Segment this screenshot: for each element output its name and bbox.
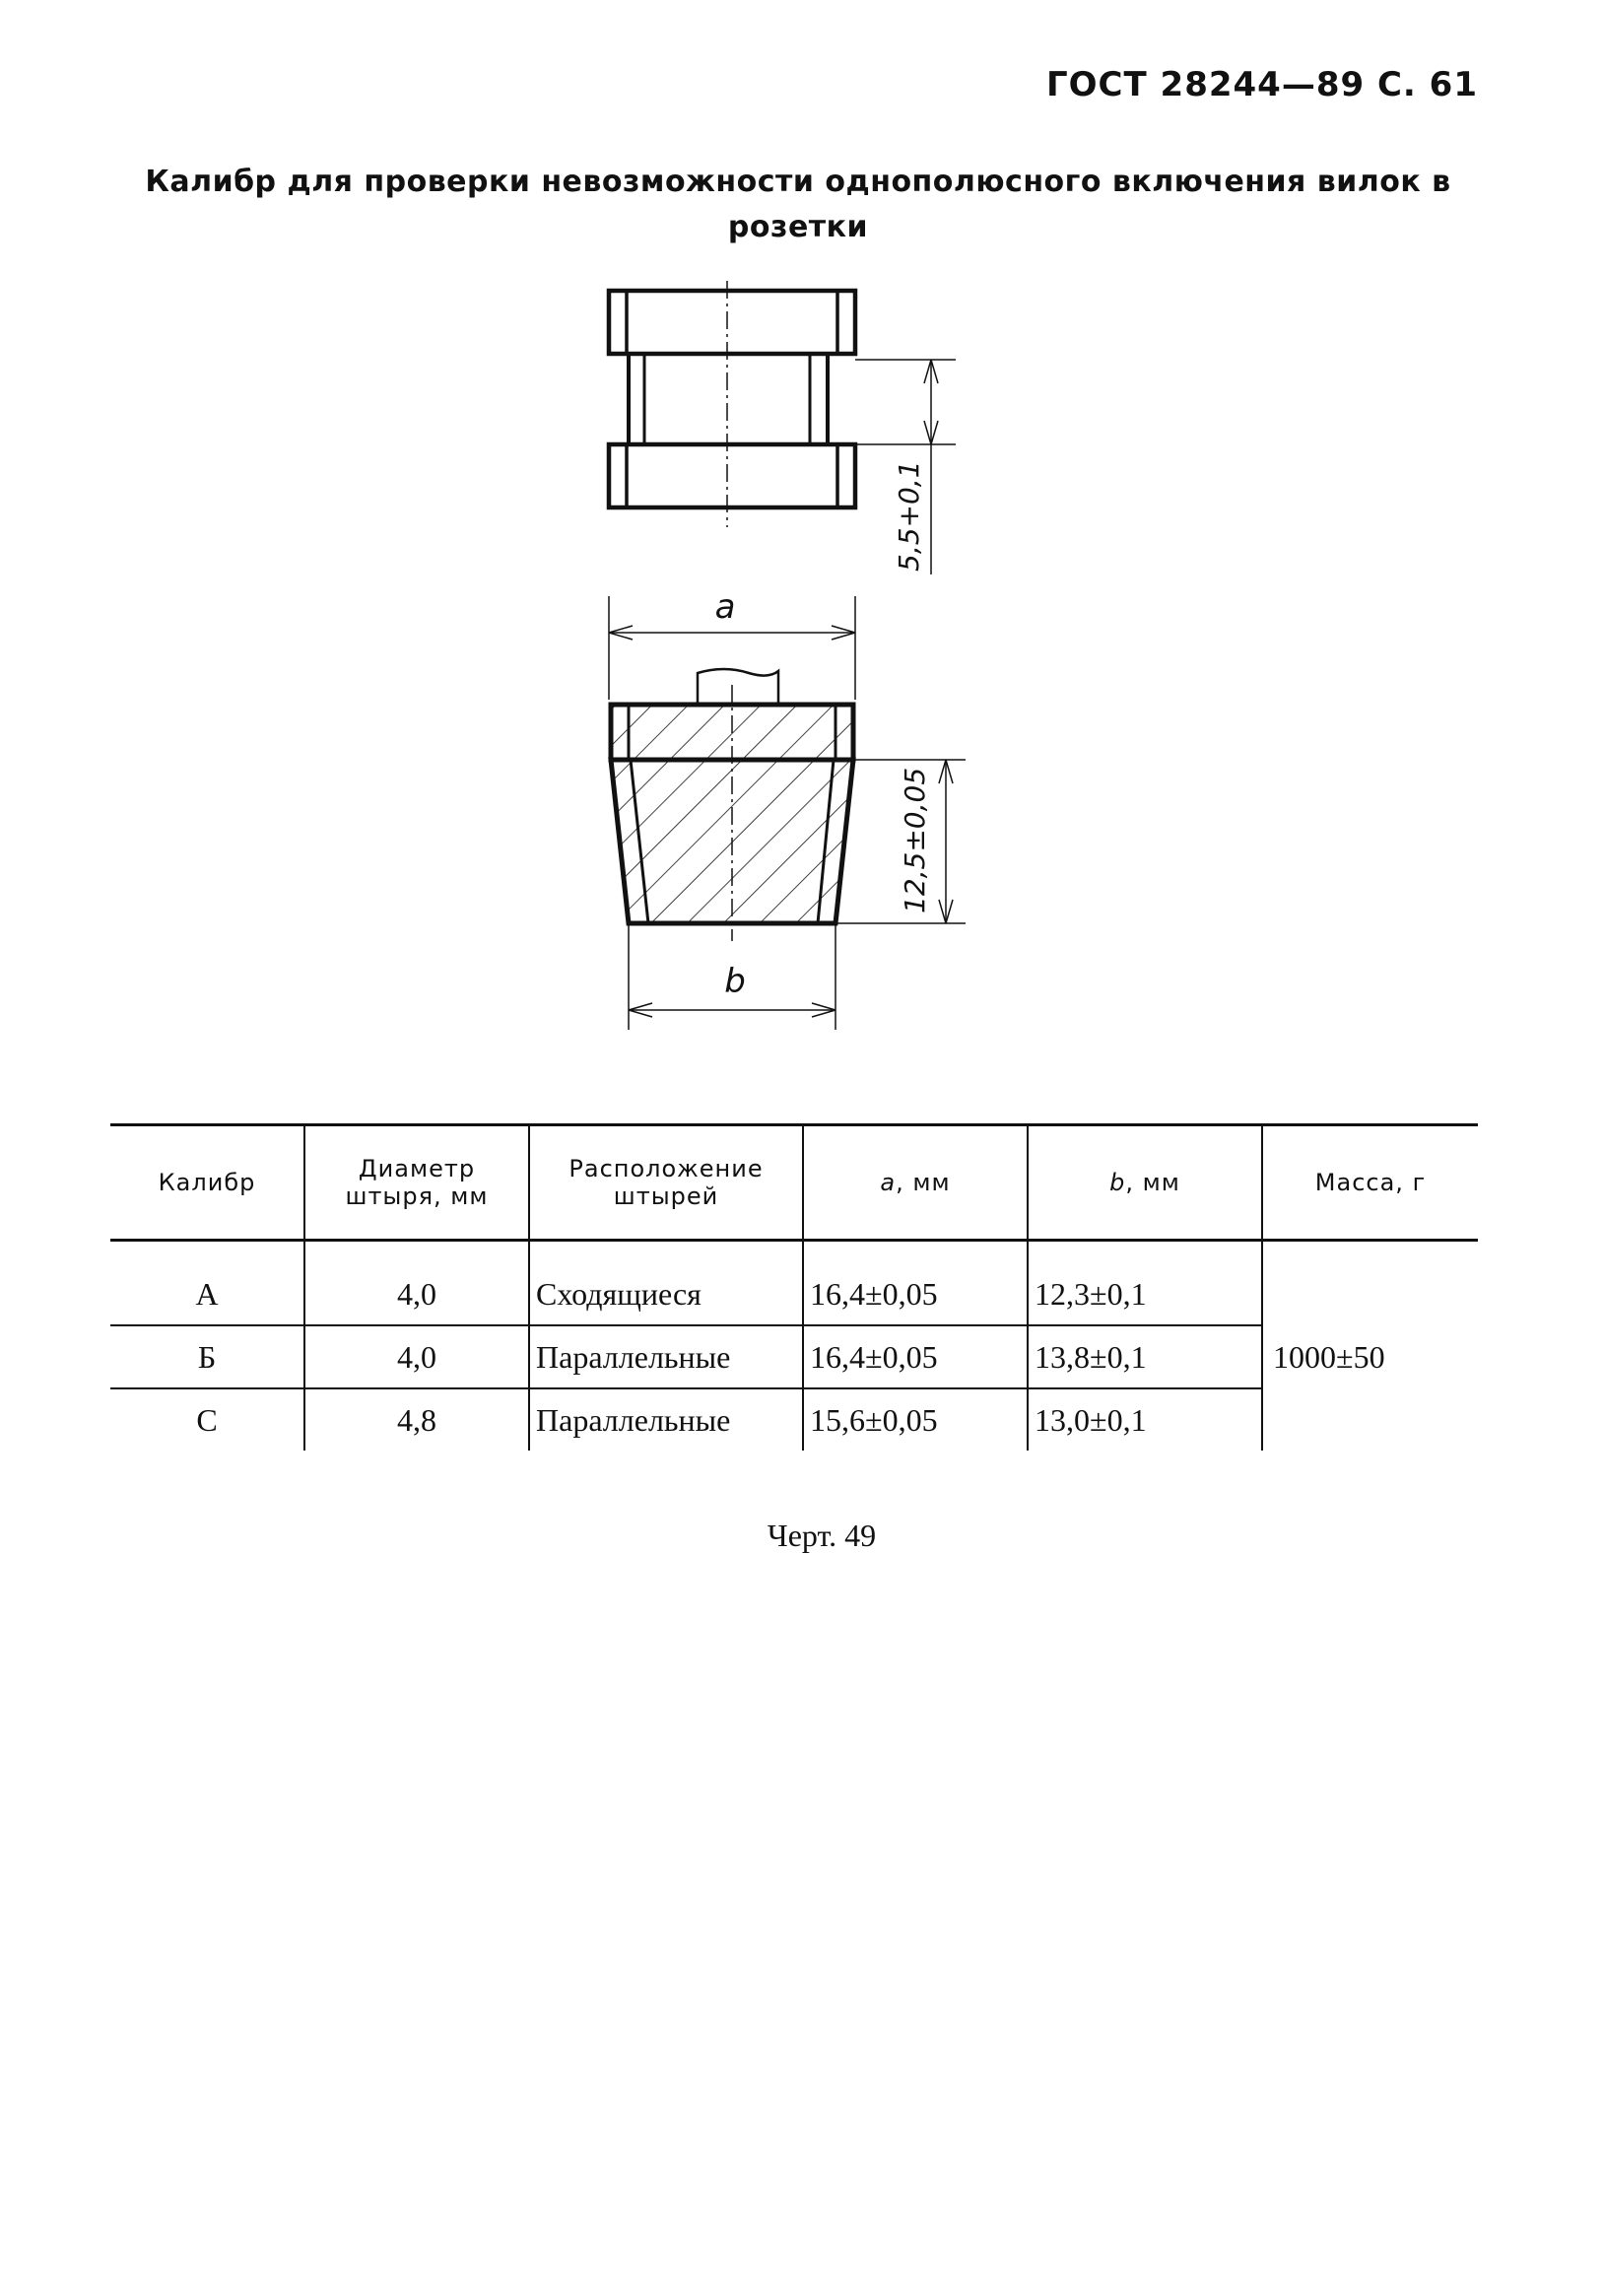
cell-gauge: С — [196, 1401, 218, 1438]
cell-diameter: 4,0 — [304, 1241, 529, 1326]
cell-gauge: Б — [110, 1325, 304, 1388]
bottom-dimension-label: 12,5±0,05 — [899, 767, 931, 913]
cell-mass: 1000±50 — [1262, 1241, 1478, 1452]
header-b — [1028, 1125, 1262, 1241]
cell-a: 15,6±0,05 — [803, 1388, 1028, 1451]
header-diameter: Диаметр штыря, мм — [304, 1125, 529, 1241]
cell-gauge: А — [110, 1241, 304, 1326]
header-b-symbol: b — [1109, 1169, 1126, 1196]
label-b: b — [724, 962, 746, 1001]
top-dimension-label: 5,5+0,1 — [893, 460, 925, 572]
header-gauge: Калибр — [110, 1125, 304, 1241]
gauge-drawing — [552, 261, 1025, 1049]
header-a — [803, 1125, 1028, 1241]
table-header-row — [110, 1125, 1478, 1241]
label-a: a — [714, 587, 736, 627]
header-a-symbol: a — [880, 1169, 897, 1196]
figure-caption: Черт. 49 — [767, 1518, 877, 1553]
cell-a: 16,4±0,05 — [803, 1241, 1028, 1326]
cell-b: 13,8±0,1 — [1028, 1325, 1262, 1388]
header-mass: Масса, г — [1262, 1125, 1478, 1241]
document-title: Калибр для проверки невозможности однополюсного включения вилок в розетки — [145, 165, 1451, 244]
header-a-unit: , мм — [896, 1169, 951, 1196]
header-b-unit: , мм — [1125, 1169, 1180, 1196]
side-view — [609, 587, 966, 1030]
table-row — [110, 1241, 1478, 1326]
cell-arrangement: Параллельные — [529, 1388, 803, 1451]
cell-a: 16,4±0,05 — [803, 1325, 1028, 1388]
cell-b: 12,3±0,1 — [1028, 1241, 1262, 1326]
top-view — [609, 281, 956, 574]
cell-diameter: 4,8 — [304, 1388, 529, 1451]
gauge-spec-table — [110, 1123, 1478, 1451]
cell-arrangement: Параллельные — [529, 1325, 803, 1388]
cell-b: 13,0±0,1 — [1028, 1388, 1262, 1451]
page-header: ГОСТ 28244—89 С. 61 — [1045, 65, 1478, 104]
cell-arrangement: Сходящиеся — [529, 1241, 803, 1326]
cell-diameter: 4,0 — [304, 1325, 529, 1388]
header-arrangement: Расположение штырей — [529, 1125, 803, 1241]
